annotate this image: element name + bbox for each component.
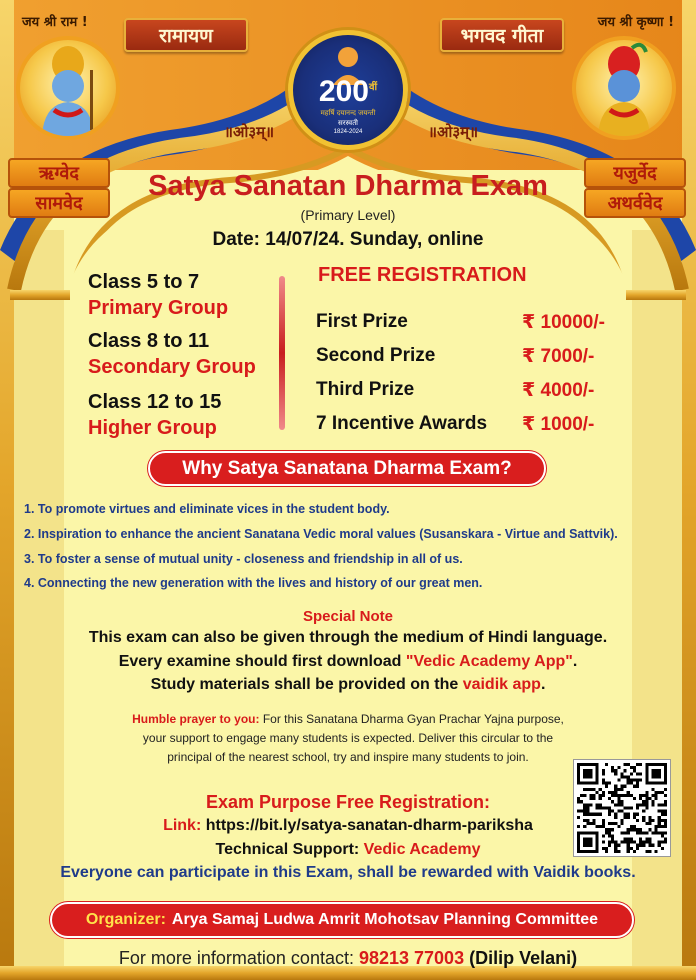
prize-amount-3: ₹ 4000/- [522,380,595,401]
organizer-name: Arya Samaj Ludwa Amrit Mohotsav Planning Committee [171,911,599,928]
gita-label: भगवद गीता [460,25,544,47]
registration-link[interactable]: https://bit.ly/satya-sanatan-dharm-pariksha [201,817,533,834]
special-note-line-2: Every examine should first download "Vedic Academy App". [118,653,578,670]
contact-line: For more information contact: 98213 77003 (Dilip Velani) [118,948,578,968]
group-name-1: Primary Group [88,297,229,319]
prayer-line-3: principal of the nearest school, try and inspire many students to join. [167,750,529,764]
registration-link-line [0,817,696,835]
prize-name-3: Third Prize [316,379,415,400]
participation-line: Everyone can participate in this Exam, shall be rewarded with Vaidik books. [60,864,636,881]
prize-amount-2: ₹ 7000/- [522,346,595,367]
anniversary-emblem [288,30,408,150]
group-name-3: Higher Group [88,417,217,439]
left-chant: जय श्री राम ! [22,15,88,30]
registration-heading: Exam Purpose Free Registration: [205,792,491,812]
om-right: ॥ओ३म्॥ [428,123,479,141]
emblem-subtext: सरस्वती [337,119,358,127]
special-note-line-3: Study materials shall be provided on the vaidik app. [150,676,546,693]
prayer-line-1: Humble prayer to you: For this Sanatana Dharma Gyan Prachar Yajna purpose, [132,712,564,726]
emblem-years: 1824-2024 [333,129,363,135]
prize-name-2: Second Prize [316,345,436,366]
prize-name-4: 7 Incentive Awards [316,413,488,434]
om-left: ॥ओ३म्॥ [224,123,275,141]
link-label: Link: [163,817,202,834]
special-note-line-1: This exam can also be given through the medium of Hindi language. [88,629,608,646]
purpose-point-4: 4. Connecting the new generation with the lives and history of our great men. [24,576,483,590]
column-divider [279,276,285,430]
ram-portrait [16,36,120,140]
yajurveda-tag: यजुर्वेद [584,158,686,188]
technical-support-line: Technical Support: Vedic Academy [215,841,481,858]
class-range-1: Class 5 to 7 [88,271,200,293]
exam-level: (Primary Level) [300,207,396,223]
atharvaveda-tag: अथर्ववेद [584,188,686,218]
purpose-point-2: 2. Inspiration to enhance the ancient Sanatana Vedic moral values (Susanskara - Virtue and Sattvik). [24,527,618,541]
samaveda-tag: सामवेद [8,188,110,218]
vaidik-app-name: vaidik app [462,676,541,693]
organizer-label: Organizer: [85,911,166,928]
support-name: Vedic Academy [363,841,481,858]
group-name-2: Secondary Group [88,356,256,378]
emblem-text: महर्षि दयानन्द जयन्ती [320,109,376,117]
ramayan-label: रामायण [159,25,213,47]
prayer-line-2: your support to engage many students is expected. Deliver this circular to the [142,731,554,745]
contact-number[interactable]: 98213 77003 [358,948,465,968]
krishna-portrait [572,36,676,140]
contact-person: (Dilip Velani) [464,948,578,968]
purpose-point-1: 1. To promote virtues and eliminate vices in the student body. [24,502,390,516]
rigveda-tag: ऋग्वेद [8,158,110,188]
why-heading: Why Satya Sanatana Dharma Exam? [148,451,546,486]
free-registration: FREE REGISTRATION [318,264,527,286]
prayer-label: Humble prayer to you: [132,712,260,726]
emblem-number: $200^{वीं}$ [318,75,378,108]
ramayan-ribbon [124,18,248,52]
organizer-banner [50,902,634,938]
class-range-3: Class 12 to 15 [88,391,222,413]
purpose-point-3: 3. To foster a sense of mutual unity - closeness and friendship in all of us. [24,552,463,566]
page-title: Satya Sanatan Dharma Exam [148,170,548,202]
exam-date: Date: 14/07/24. Sunday, online [212,229,484,250]
right-chant: जय श्री कृष्णा ! [597,15,674,30]
prize-name-1: First Prize [316,311,408,332]
special-note-heading: Special Note [302,608,394,625]
prize-amount-1: ₹ 10000/- [522,312,605,333]
app-name: "Vedic Academy App" [405,653,573,670]
class-range-2: Class 8 to 11 [88,330,210,352]
gita-ribbon [440,18,564,52]
prize-amount-4: ₹ 1000/- [522,414,595,435]
